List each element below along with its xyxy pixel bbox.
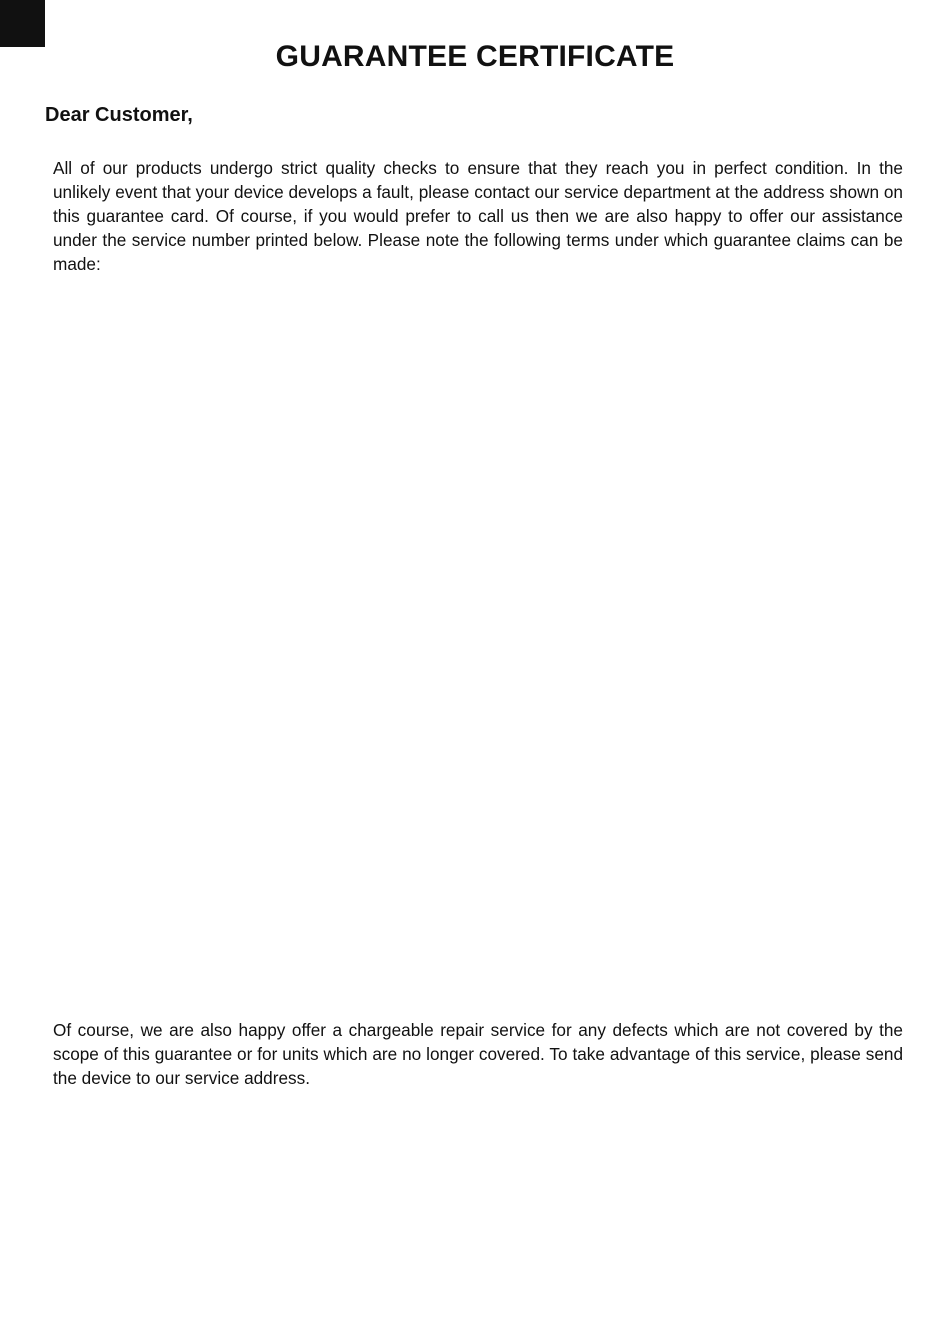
intro-paragraph: All of our products undergo strict quality checks to ensure that they reach you in perfect condition. In the unlikely event that your device develops a fault, please contact our service department at the address shown on this guarantee card. Of course, if you would prefer to call us then we are also happy to offer our assistance under the service number printed below. Please note the following terms under which guarantee claims can be made: <box>53 158 903 274</box>
page-title: GUARANTEE CERTIFICATE <box>275 40 675 73</box>
repair-service-paragraph: Of course, we are also happy offer a chargeable repair service for any defects which are not covered by the scope of this guarantee or for units which are no longer covered. To take advantage of this service, please send the device to our service address. <box>53 1020 903 1088</box>
salutation: Dear Customer, <box>45 104 193 126</box>
